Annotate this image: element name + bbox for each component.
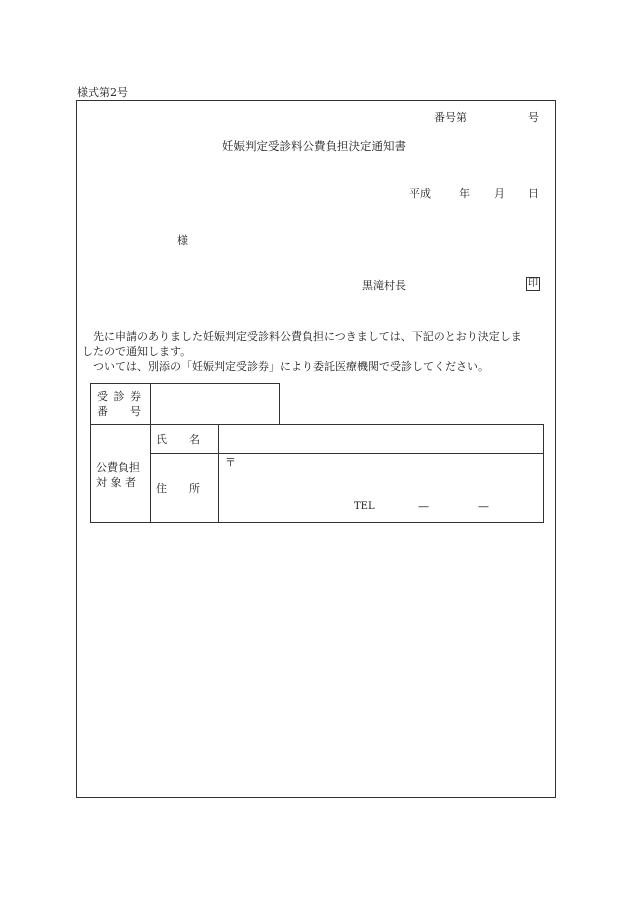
- body-line-2: したので通知します。: [82, 345, 192, 358]
- seal-stamp: 印: [528, 278, 538, 289]
- address-label: 住 所: [156, 482, 200, 495]
- beneficiary-label-bottom: 対 象 者: [96, 476, 136, 489]
- number-prefix: 番号第: [434, 111, 467, 124]
- tel-dash-1: —: [418, 500, 429, 513]
- body-line-3: ついては、別添の「妊娠判定受診券」により委託医療機関で受診してください。: [93, 360, 489, 373]
- date-month-label: 月: [494, 187, 505, 200]
- number-suffix: 号: [528, 111, 539, 124]
- date-year-label: 年: [459, 187, 470, 200]
- body-line-1: 先に申請のありました妊娠判定受診料公費負担につきましては、下記のとおり決定しま: [93, 330, 522, 343]
- beneficiary-label-top: 公費負担: [96, 461, 140, 474]
- addressee-suffix: 様: [177, 234, 188, 247]
- tel-label: TEL: [354, 501, 375, 512]
- ticket-number-label-bottom: 番 号: [97, 405, 141, 418]
- date-era: 平成: [409, 187, 431, 200]
- ticket-number-value[interactable]: [152, 385, 278, 423]
- number-value[interactable]: [470, 110, 520, 124]
- issuer-title: 黒滝村長: [362, 279, 406, 292]
- name-label: 氏 名: [156, 433, 200, 446]
- form-label: 様式第2号: [77, 86, 128, 99]
- tel-dash-2: —: [478, 500, 489, 513]
- postal-mark: 〒: [225, 456, 236, 469]
- date-day-label: 日: [528, 187, 539, 200]
- name-field[interactable]: [221, 427, 541, 451]
- document-title: 妊娠判定受診料公費負担決定通知書: [222, 139, 406, 153]
- address-field[interactable]: [240, 456, 540, 496]
- ticket-number-label-top: 受 診 券: [97, 390, 142, 403]
